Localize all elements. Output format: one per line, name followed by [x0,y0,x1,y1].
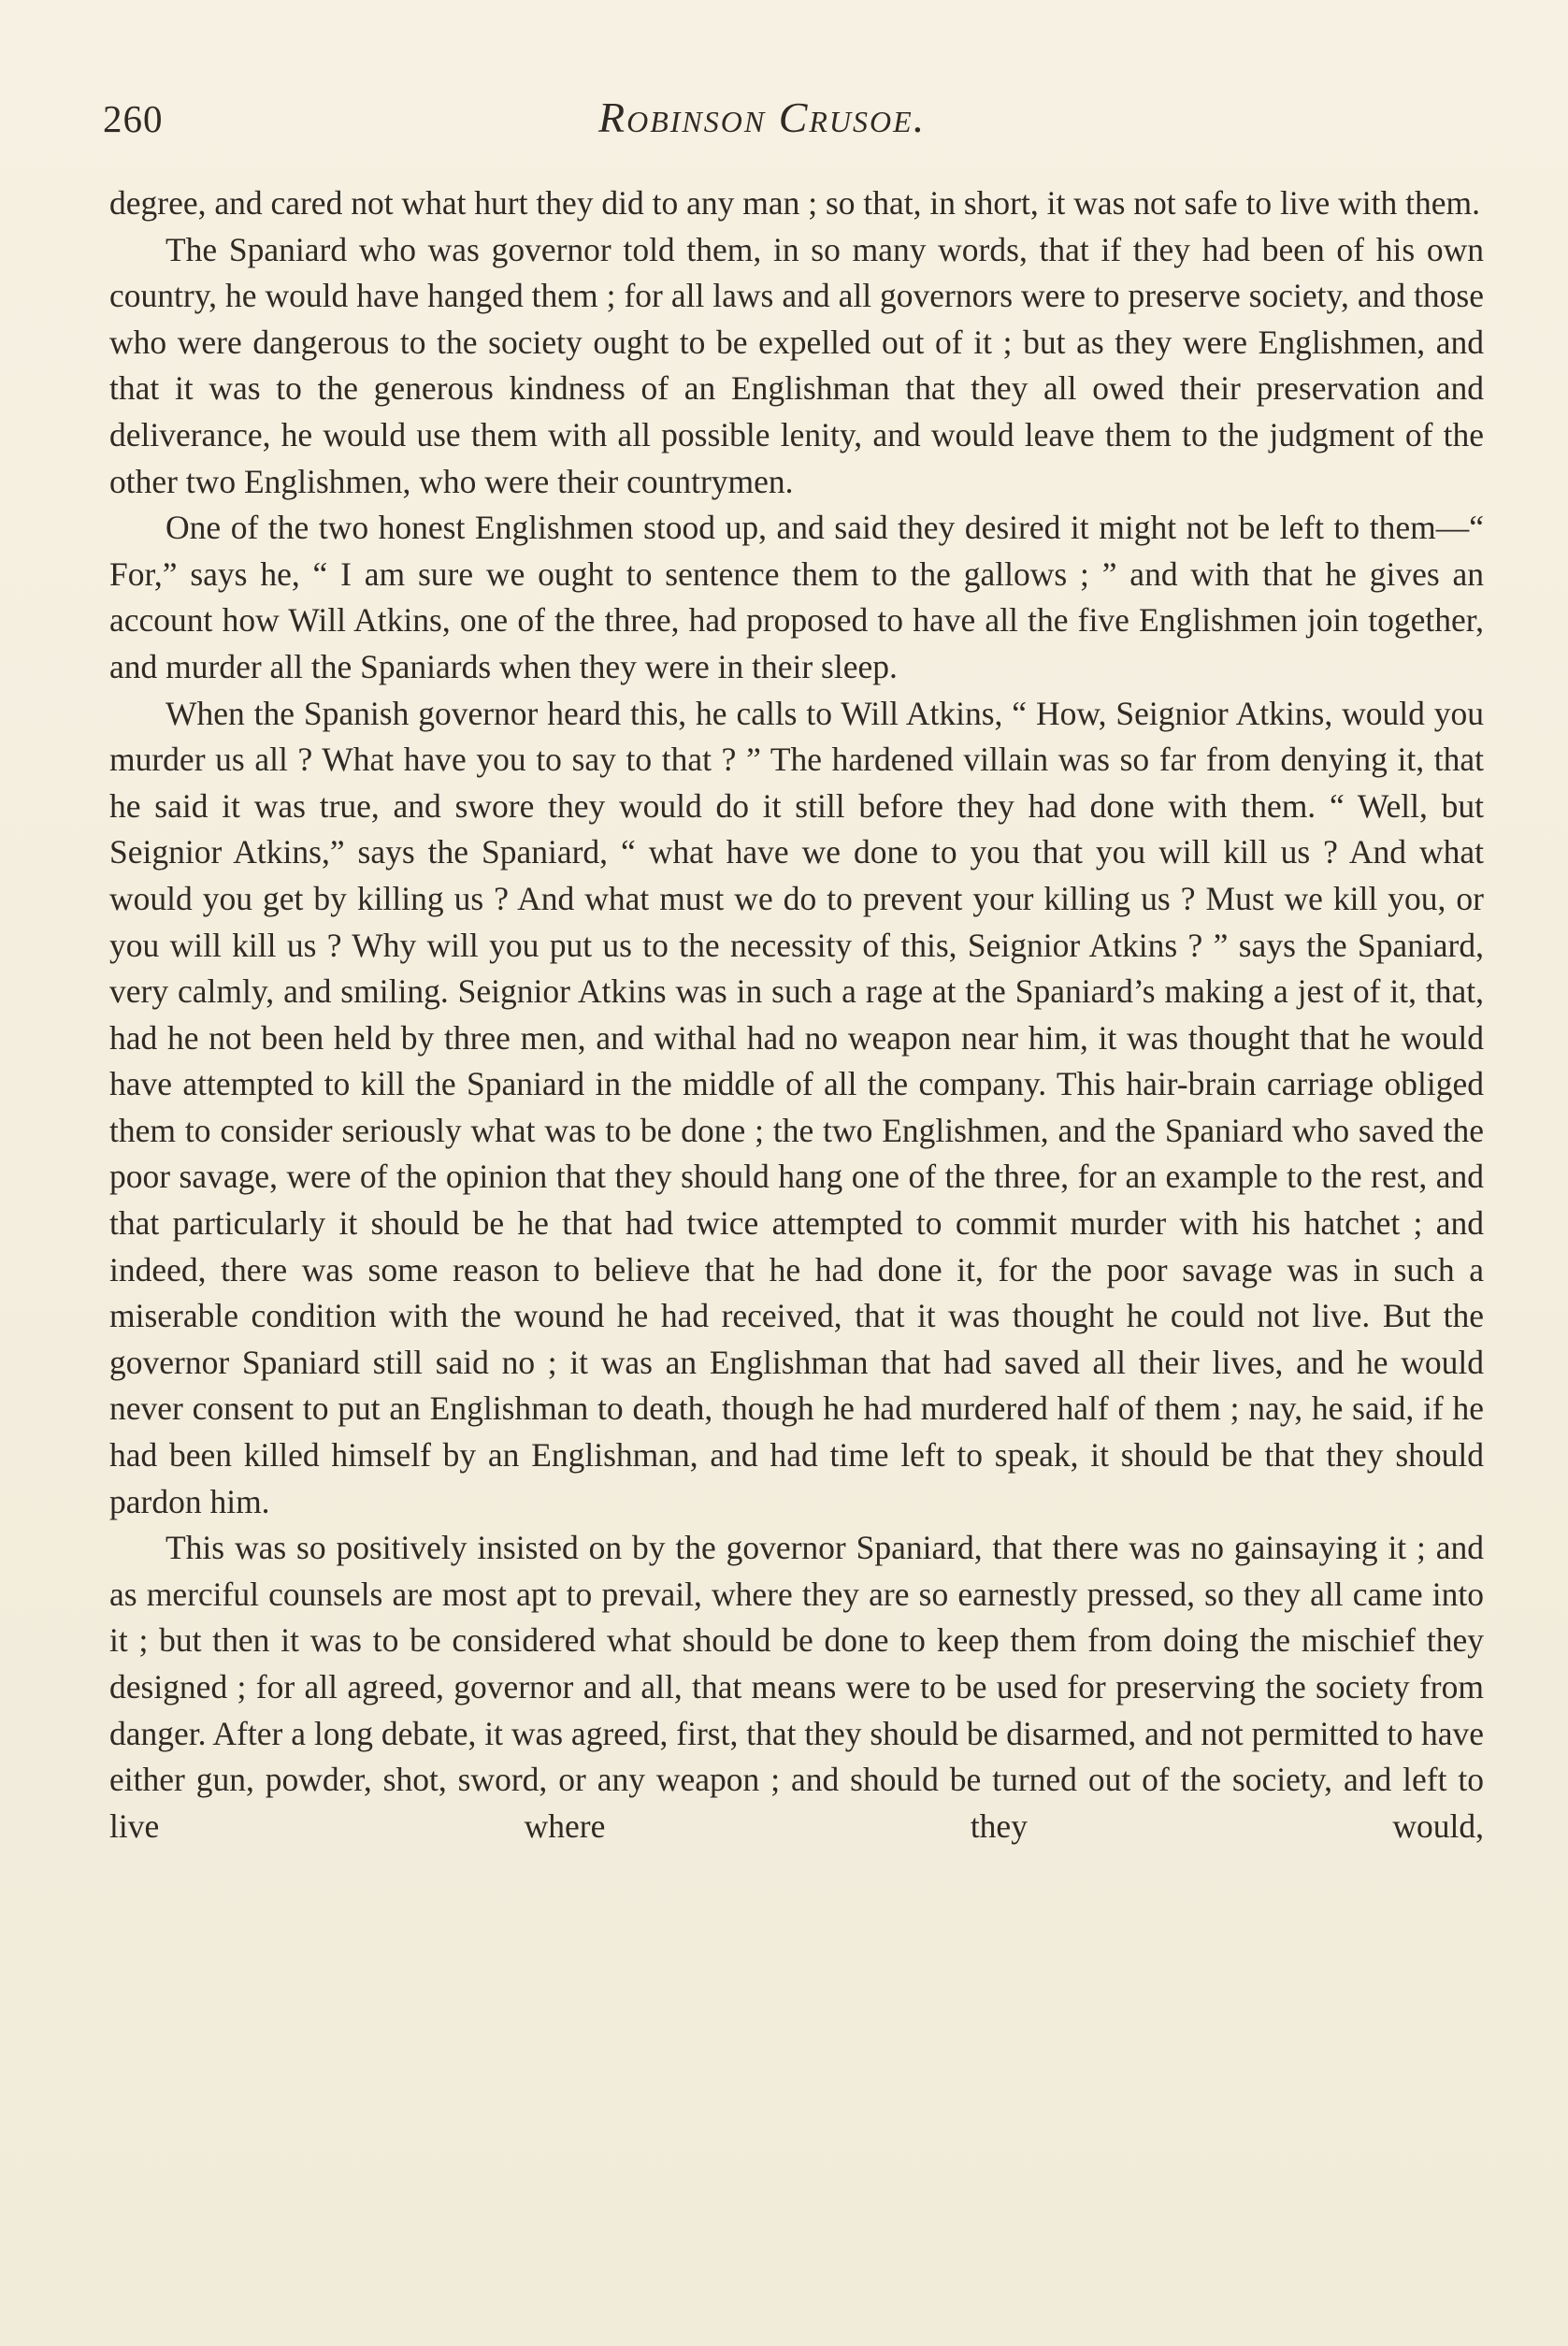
running-title: Robinson Crusoe. [598,94,927,141]
paragraph-continued: degree, and cared not what hurt they did to any man ; so that, in short, it was not safe to live with them. [109,184,1481,222]
page-number: 260 [103,97,164,140]
page-header [103,89,1487,154]
paragraph: When the Spanish governor heard this, he calls to Will Atkins, “ How, Seignior Atkins, would you murder us all ? What have you to say to that ? ” The hardened villain was so far from denying it, that he said it was true, and swore they would do it still before they had done with them. “ Well, but Seignior Atkins,” says the Spaniard, “ what have we done to you that you will kill us ? And what would you get by killing us ? And what must we do to prevent your killing us ? Must we kill you, or you will kill us ? Why will you put us to the necessity of this, Seignior Atkins ? ” says the Spaniard, very calmly, and smiling. Seignior Atkins was in such a rage at the Spaniard’s making a jest of it, that, had he not been held by three men, and withal had no weapon near him, it was thought that he would have attempted to kill the Spaniard in the middle of all the company. This hair-brain carriage obliged them to consider seriously what was to be done ; the two Englishmen, and the Spaniard who saved the poor savage, were of the opinion that they should hang one of the three, for an example to the rest, and that particularly it should be he that had twice attempted to commit murder with his hatchet ; and indeed, there was some reason to believe that he had done it, for the poor savage was in such a miserable condition with the wound he had received, that it was thought he could not live. But the governor Spaniard still said no ; it was an Englishman that had saved all their lives, and he would never consent to put an Englishman to death, though he had murdered half of them ; nay, he said, if he had been killed himself by an Englishman, and had time left to speak, it should be that they should pardon him. [109,694,1484,1520]
paragraph: This was so positively insisted on by the governor Spaniard, that there was no gainsaying it ; and as merciful counsels are most apt to prevail, where they are so earnestly pressed, so they all came into it ; but then it was to be considered what should be done to keep them from doing the mischief they designed ; for all agreed, governor and all, that means were to be used for preserving the society from danger. After a long debate, it was agreed, first, that they should be disarmed, and not permitted to have either gun, powder, shot, sword, or any weapon ; and should be turned out of the society, and left to live where they would, [109,1529,1484,1845]
body-text [109,180,1484,1849]
paragraph: The Spaniard who was governor told them, in so many words, that if they had been of his own country, he would have hanged them ; for all laws and all governors were to preserve society, and those who were dangerous to the society ought to be expelled out of it ; but as they were Englishmen, and that it was to the generous kindness of an Englishman that they all owed their preservation and deliverance, he would use them with all possible lenity, and would leave them to the judgment of the other two Englishmen, who were their countrymen. [109,230,1484,500]
paragraph: One of the two honest Englishmen stood up, and said they desired it might not be left to them—“ For,” says he, “ I am sure we ought to sentence them to the gallows ; ” and with that he gives an account how Will Atkins, one of the three, had proposed to have all the five Englishmen join together, and murder all the Spaniards when they were in their sleep. [109,509,1484,685]
